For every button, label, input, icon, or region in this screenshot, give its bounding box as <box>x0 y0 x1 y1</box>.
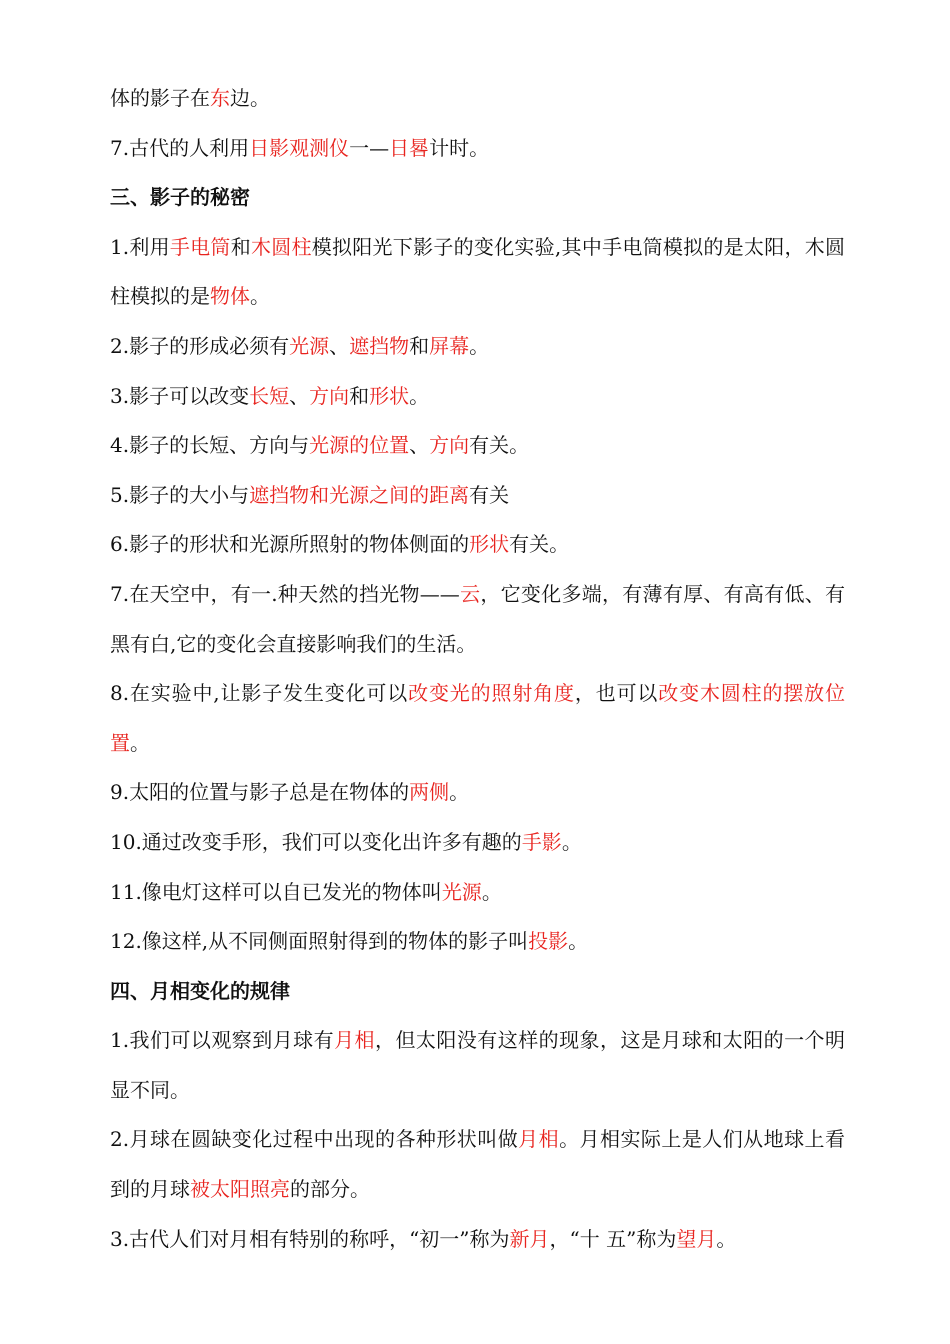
paragraph <box>110 570 845 669</box>
paragraph <box>110 818 845 868</box>
text-run: ，它变化多端，有薄有厚、有高有低、有黑有白,它的变化会直接影响我们的生活。 <box>110 581 845 656</box>
text-run: 10.通过改变手形，我们可以变化出许多有趣的 <box>110 829 522 854</box>
highlighted-answer: 两侧 <box>409 780 450 805</box>
highlighted-answer: 东 <box>210 86 230 110</box>
paragraph <box>110 124 845 174</box>
text-run: 体的影子在 <box>110 86 210 110</box>
paragraph <box>110 372 845 422</box>
text-run: 。月相实际上是人们从地球上看到的月球 <box>110 1127 846 1202</box>
highlighted-answer: 遮挡物 <box>349 333 410 358</box>
highlighted-answer: 形状 <box>369 383 410 408</box>
text-run: 模拟阳光下影子的变化实验,其中手电筒模拟的是太阳，木圆柱模拟的是 <box>110 234 846 309</box>
paragraph <box>110 520 845 570</box>
paragraph <box>110 917 845 967</box>
text-run: 有关。 <box>509 532 570 557</box>
highlighted-answer: 木圆柱 <box>250 234 312 259</box>
text-run: 9.太阳的位置与影子总是在物体的 <box>110 780 410 805</box>
highlighted-answer: 日影观测仪 <box>249 135 350 160</box>
text-run: 1.我们可以观察到月球有 <box>110 1028 335 1053</box>
paragraph <box>110 322 845 372</box>
text-run: 计时。 <box>429 135 490 160</box>
highlighted-answer: 光源的位置 <box>309 433 410 458</box>
text-run: 、 <box>409 433 430 458</box>
text-run: 和 <box>349 383 370 408</box>
paragraph <box>110 421 845 471</box>
text-run: 、 <box>329 333 350 358</box>
text-run: 12.像这样,从不同侧面照射得到的物体的影子叫 <box>110 929 529 954</box>
text-run: 2.影子的形成必须有 <box>110 333 290 358</box>
text-run: 3.古代人们对月相有特别的称呼，“初一”称为 <box>110 1226 510 1251</box>
highlighted-answer: 长短 <box>249 383 290 408</box>
text-run: 三、影子的秘密 <box>110 185 250 210</box>
text-run: 4.影子的长短、方向与 <box>110 433 310 458</box>
text-run: 8.在实验中,让影子发生变化可以 <box>110 681 409 706</box>
highlighted-answer: 形状 <box>469 532 510 557</box>
highlighted-answer: 遮挡物和光源之间的距离 <box>249 482 470 507</box>
text-run: ，也可以 <box>574 681 659 706</box>
text-run: 。 <box>250 284 270 309</box>
section-heading <box>110 173 845 223</box>
text-run: 和 <box>230 234 251 259</box>
text-run: 3.影子可以改变 <box>110 383 250 408</box>
paragraph <box>110 1215 845 1265</box>
highlighted-answer: 月相 <box>518 1127 560 1152</box>
paragraph <box>110 223 845 322</box>
highlighted-answer: 新月 <box>509 1226 550 1251</box>
highlighted-answer: 被太阳照亮 <box>190 1177 290 1202</box>
highlighted-answer: 光源 <box>289 333 330 358</box>
paragraph <box>110 669 845 768</box>
highlighted-answer: 物体 <box>210 284 250 309</box>
highlighted-answer: 月相 <box>334 1028 376 1053</box>
highlighted-answer: 改变木圆柱的摆放位置 <box>110 681 846 755</box>
paragraph <box>110 1115 845 1214</box>
highlighted-answer: 方向 <box>429 433 470 458</box>
text-run: 。 <box>561 829 582 854</box>
highlighted-answer: 投影 <box>528 929 569 954</box>
text-run: ，“十 五”称为 <box>549 1226 677 1251</box>
text-run: 一— <box>349 135 390 160</box>
paragraph <box>110 471 845 521</box>
highlighted-answer: 方向 <box>309 383 350 408</box>
text-run: 边。 <box>230 86 270 110</box>
text-run: 、 <box>289 383 310 408</box>
paragraph <box>110 74 845 124</box>
paragraph <box>110 768 845 818</box>
highlighted-answer: 手影 <box>521 829 562 854</box>
text-run: 有关。 <box>469 433 530 458</box>
text-run: 。 <box>449 780 470 805</box>
text-run: 有关 <box>469 482 510 507</box>
text-run: 7.古代的人利用 <box>110 135 250 160</box>
text-run: 2.月球在圆缺变化过程中出现的各种形状叫做 <box>110 1127 519 1152</box>
paragraph <box>110 868 845 918</box>
text-run: 6.影子的形状和光源所照射的物体侧面的 <box>110 532 470 557</box>
text-run: ，但太阳没有这样的现象，这是月球和太阳的一个明显不同。 <box>110 1028 846 1102</box>
document-page <box>110 74 845 1264</box>
text-run: 。 <box>568 929 589 954</box>
text-run: 5.影子的大小与 <box>110 482 250 507</box>
text-run: 1.利用 <box>110 234 170 259</box>
text-run: 。 <box>409 383 430 408</box>
highlighted-answer: 日晷 <box>389 135 430 160</box>
highlighted-answer: 屏幕 <box>429 333 470 358</box>
highlighted-answer: 光源 <box>441 879 482 904</box>
text-run: 的部分。 <box>290 1177 370 1202</box>
text-run: 。 <box>481 879 502 904</box>
highlighted-answer: 望月 <box>676 1226 717 1251</box>
highlighted-answer: 改变光的照射角度 <box>408 681 575 706</box>
text-run: 7.在天空中，有一.种天然的挡光物—— <box>110 581 460 606</box>
text-run: 11.像电灯这样可以自已发光的物体叫 <box>110 879 442 904</box>
text-run: 。 <box>130 730 150 755</box>
text-run: 和 <box>409 333 430 358</box>
highlighted-answer: 云 <box>459 581 481 606</box>
highlighted-answer: 手电筒 <box>169 234 231 259</box>
text-run: 。 <box>716 1226 737 1251</box>
text-run: 。 <box>469 333 490 358</box>
section-heading <box>110 967 845 1017</box>
paragraph <box>110 1016 845 1115</box>
text-run: 四、月相变化的规律 <box>110 978 290 1003</box>
